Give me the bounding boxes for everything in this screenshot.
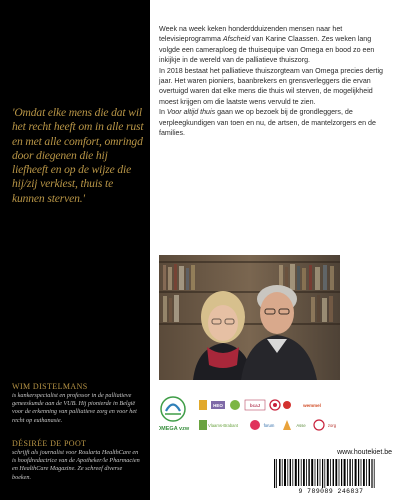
svg-text:forum: forum <box>263 423 275 428</box>
book-title-reference: Voor altijd thuis <box>166 108 216 117</box>
left-black-panel <box>0 0 150 500</box>
svg-text:zorg: zorg <box>327 423 337 428</box>
authors-photo <box>159 255 340 380</box>
programme-title: Afscheid <box>222 35 251 44</box>
svg-text:HEO: HEO <box>213 403 223 408</box>
sponsor-logo-strip <box>159 394 340 440</box>
svg-text:OMEGA vzw: OMEGA vzw <box>159 426 190 432</box>
svg-text:bcaJ: bcaJ <box>249 403 261 408</box>
svg-text:wemmel: wemmel <box>303 403 321 408</box>
blurb-paragraph-1: Week na week keken honderdduizenden mensen naar het televisieprogramma Afscheid van Karine Claassen. Zes weken lang volgde een cameraploeg de thuisequipe van Omega en bood zo een inkijkje in de wereld van de palliatieve thuiszorg. <box>159 25 375 65</box>
author-name-2: DÉSIRÉE DE POOT <box>12 439 87 448</box>
blurb-text <box>159 24 389 138</box>
quote-text: 'Omdat elke mens die dat wil het recht heeft om in alle rust en met alle comfort, omringd door diegenen die hij liefheeft en op de wijze die hij/zij verkiest, thuis te kunnen sterven.' <box>12 106 144 205</box>
svg-text:Vlaams-Brabant: Vlaams-Brabant <box>207 423 239 428</box>
isbn-number: 9 789089 246837 <box>270 488 392 495</box>
publisher-url: www.houtekiet.be <box>337 449 392 456</box>
author-bio-1: is kankerspecialist en professor in de palliatieve geneeskunde aan de VUB. Hij pionierde in België voor de erkenning van palliatieve zorg en voor het recht op euthanasie. <box>12 392 137 424</box>
author-name-1: WIM DISTELMANS <box>12 382 88 391</box>
blurb-paragraph-2: In 2018 bestaat het palliatieve thuiszorgteam van Omega precies dertig jaar. Het waren pioniers, baanbrekers en grensverleggers die ervan overtuigd waren dat elke mens die thuis wil sterven, de mogelijkheid moest krijgen om die laatste wens vervuld te zien. <box>159 66 383 106</box>
sponsor-logos <box>159 394 340 440</box>
author-bio-2: schrijft als journalist voor Roularta HealthCare en is hoofdredactrice van de Apotheker/le Pharmacien en HealthCare Magazine. Ze schreef diverse boeken. <box>12 449 140 481</box>
omega-logo <box>159 397 190 432</box>
svg-text:Asse: Asse <box>296 423 306 428</box>
blurb-paragraph-3: In Voor altijd thuis gaan we op bezoek bij de grondleggers, de verpleegkundigen van toen en nu, de artsen, de mantelzorgers en de families. <box>159 108 376 138</box>
authors-photo-illustration <box>159 255 340 380</box>
